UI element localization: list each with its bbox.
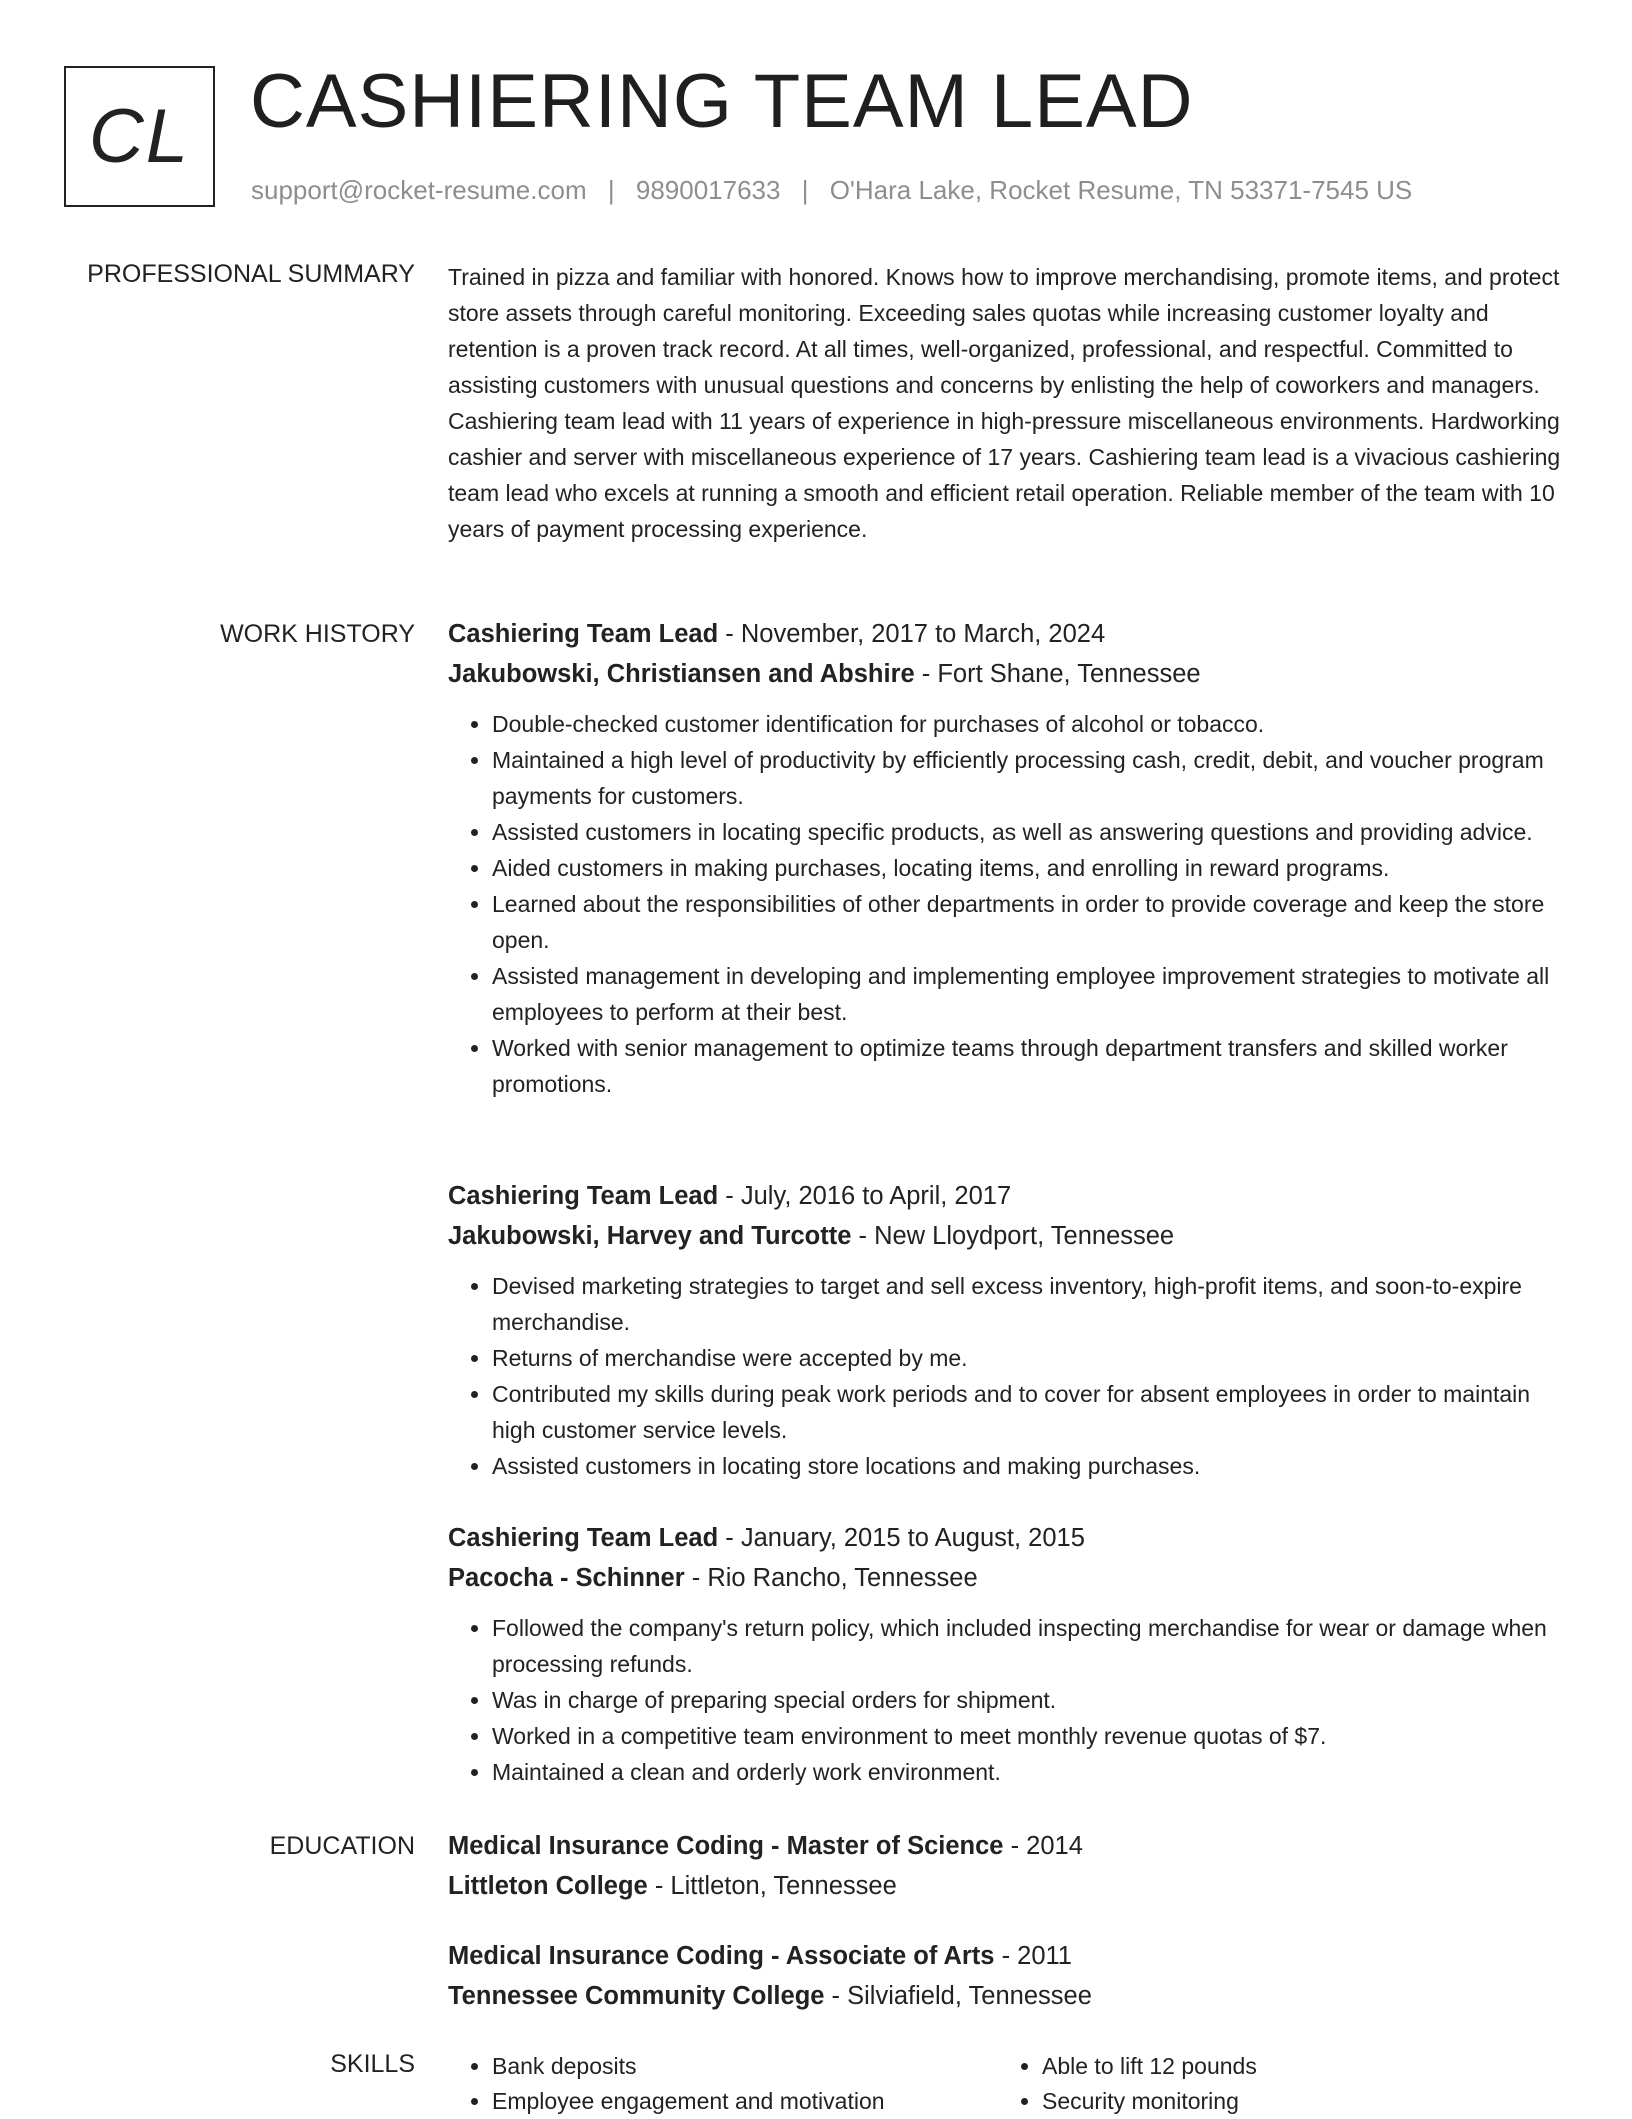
education-degree-line	[448, 1936, 1573, 1976]
skills-section	[448, 2049, 1573, 2119]
skill-item: • Bank deposits	[492, 2049, 998, 2084]
skill-item: • Employee engagement and motivation	[492, 2084, 998, 2119]
job-entry	[448, 614, 1573, 1102]
job-dates: - January, 2015 to August, 2015	[718, 1524, 1085, 1552]
job-entry	[448, 1518, 1573, 1790]
contact-separator: |	[801, 175, 809, 205]
job-bullet: • Followed the company's return policy, which included inspecting merchandise for wear or damage when processing refunds.	[492, 1610, 1573, 1682]
education-school-line	[448, 1866, 1573, 1906]
job-company-line	[448, 1216, 1573, 1256]
job-title-line	[448, 614, 1573, 654]
job-bullet: • Maintained a clean and orderly work environment.	[492, 1754, 1573, 1790]
education-degree-line	[448, 1826, 1573, 1866]
skill-item: • Security monitoring	[1042, 2084, 1548, 2119]
section-label-work-history: WORK HISTORY	[220, 620, 415, 648]
contact-line	[251, 174, 1412, 206]
job-company: Pacocha - Schinner	[448, 1564, 685, 1592]
job-bullets	[448, 1610, 1573, 1790]
job-bullet: • Returns of merchandise were accepted by me.	[492, 1340, 1573, 1376]
job-title: Cashiering Team Lead	[448, 620, 719, 648]
job-entry	[448, 1176, 1573, 1484]
job-title-line	[448, 1176, 1573, 1216]
education-degree: Medical Insurance Coding - Associate of Arts	[448, 1942, 995, 1970]
contact-email: support@rocket-resume.com	[251, 175, 587, 205]
education-entry	[448, 1936, 1573, 2016]
section-label-summary: PROFESSIONAL SUMMARY	[87, 260, 415, 288]
job-location: - Rio Rancho, Tennessee	[684, 1564, 978, 1592]
job-title: Cashiering Team Lead	[448, 1524, 719, 1552]
monogram-initials: CL	[88, 93, 191, 179]
job-bullet: • Assisted customers in locating store locations and making purchases.	[492, 1448, 1573, 1484]
job-bullet: • Aided customers in making purchases, locating items, and enrolling in reward programs.	[492, 850, 1573, 886]
job-company: Jakubowski, Harvey and Turcotte	[448, 1222, 852, 1250]
education-degree: Medical Insurance Coding - Master of Science	[448, 1832, 1004, 1860]
job-bullet: • Worked in a competitive team environment to meet monthly revenue quotas of $7.	[492, 1718, 1573, 1754]
job-bullet: • Was in charge of preparing special orders for shipment.	[492, 1682, 1573, 1718]
job-bullet: • Assisted management in developing and implementing employee improvement strategies to motivate all employees to perform at their best.	[492, 958, 1573, 1030]
job-company: Jakubowski, Christiansen and Abshire	[448, 660, 915, 688]
section-label-education: EDUCATION	[269, 1832, 415, 1860]
job-location: - Fort Shane, Tennessee	[914, 660, 1201, 688]
education-school: Littleton College	[448, 1872, 648, 1900]
education-entry	[448, 1826, 1573, 1906]
job-bullet: • Maintained a high level of productivity by efficiently processing cash, credit, debit, and voucher program payments for customers.	[492, 742, 1573, 814]
job-bullet: • Contributed my skills during peak work periods and to cover for absent employees in order to maintain high customer service levels.	[492, 1376, 1573, 1448]
job-dates: - November, 2017 to March, 2024	[718, 620, 1106, 648]
skills-column-right	[998, 2049, 1548, 2119]
job-company-line	[448, 1558, 1573, 1598]
summary-section	[448, 259, 1573, 547]
skills-column-left	[448, 2049, 998, 2119]
candidate-name: CASHIERING TEAM LEAD	[250, 59, 1194, 144]
section-label-skills: SKILLS	[330, 2050, 415, 2078]
job-title-line	[448, 1518, 1573, 1558]
job-bullet: • Devised marketing strategies to target and sell excess inventory, high-profit items, and soon-to-expire merchandise.	[492, 1268, 1573, 1340]
education-school: Tennessee Community College	[448, 1982, 825, 2010]
contact-separator: |	[607, 175, 615, 205]
job-bullets	[448, 1268, 1573, 1484]
job-bullet: • Assisted customers in locating specific products, as well as answering questions and providing advice.	[492, 814, 1573, 850]
education-school-line	[448, 1976, 1573, 2016]
education-location: - Littleton, Tennessee	[647, 1872, 897, 1900]
education-location: - Silviafield, Tennessee	[824, 1982, 1092, 2010]
job-title: Cashiering Team Lead	[448, 1182, 719, 1210]
skill-item: • Able to lift 12 pounds	[1042, 2049, 1548, 2084]
job-company-line	[448, 654, 1573, 694]
contact-phone: 9890017633	[635, 175, 781, 205]
monogram-badge	[64, 66, 215, 207]
job-bullet: • Worked with senior management to optimize teams through department transfers and skilled worker promotions.	[492, 1030, 1573, 1102]
job-bullets	[448, 706, 1573, 1102]
education-year: - 2011	[994, 1942, 1072, 1970]
job-dates: - July, 2016 to April, 2017	[718, 1182, 1012, 1210]
job-location: - New Lloydport, Tennessee	[851, 1222, 1175, 1250]
job-bullet: • Double-checked customer identification for purchases of alcohol or tobacco.	[492, 706, 1573, 742]
contact-address: O'Hara Lake, Rocket Resume, TN 53371-7545 US	[829, 175, 1413, 205]
summary-text: Trained in pizza and familiar with honored. Knows how to improve merchandising, promote items, and protect store assets through careful monitoring. Exceeding sales quotas while increasing customer loyalty and retention is a proven track record. At all times, well-organized, professional, and respectful. Committed to assisting customers with unusual questions and concerns by enlisting the help of coworkers and managers. Cashiering team lead with 11 years of experience in high-pressure miscellaneous environments. Hardworking cashier and server with miscellaneous experience of 17 years. Cashiering team lead is a vivacious cashiering team lead who excels at running a smooth and efficient retail operation. Reliable member of the team with 10 years of payment processing experience.	[448, 264, 1561, 542]
job-bullet: • Learned about the responsibilities of other departments in order to provide coverage and keep the store open.	[492, 886, 1573, 958]
education-year: - 2014	[1003, 1832, 1083, 1860]
